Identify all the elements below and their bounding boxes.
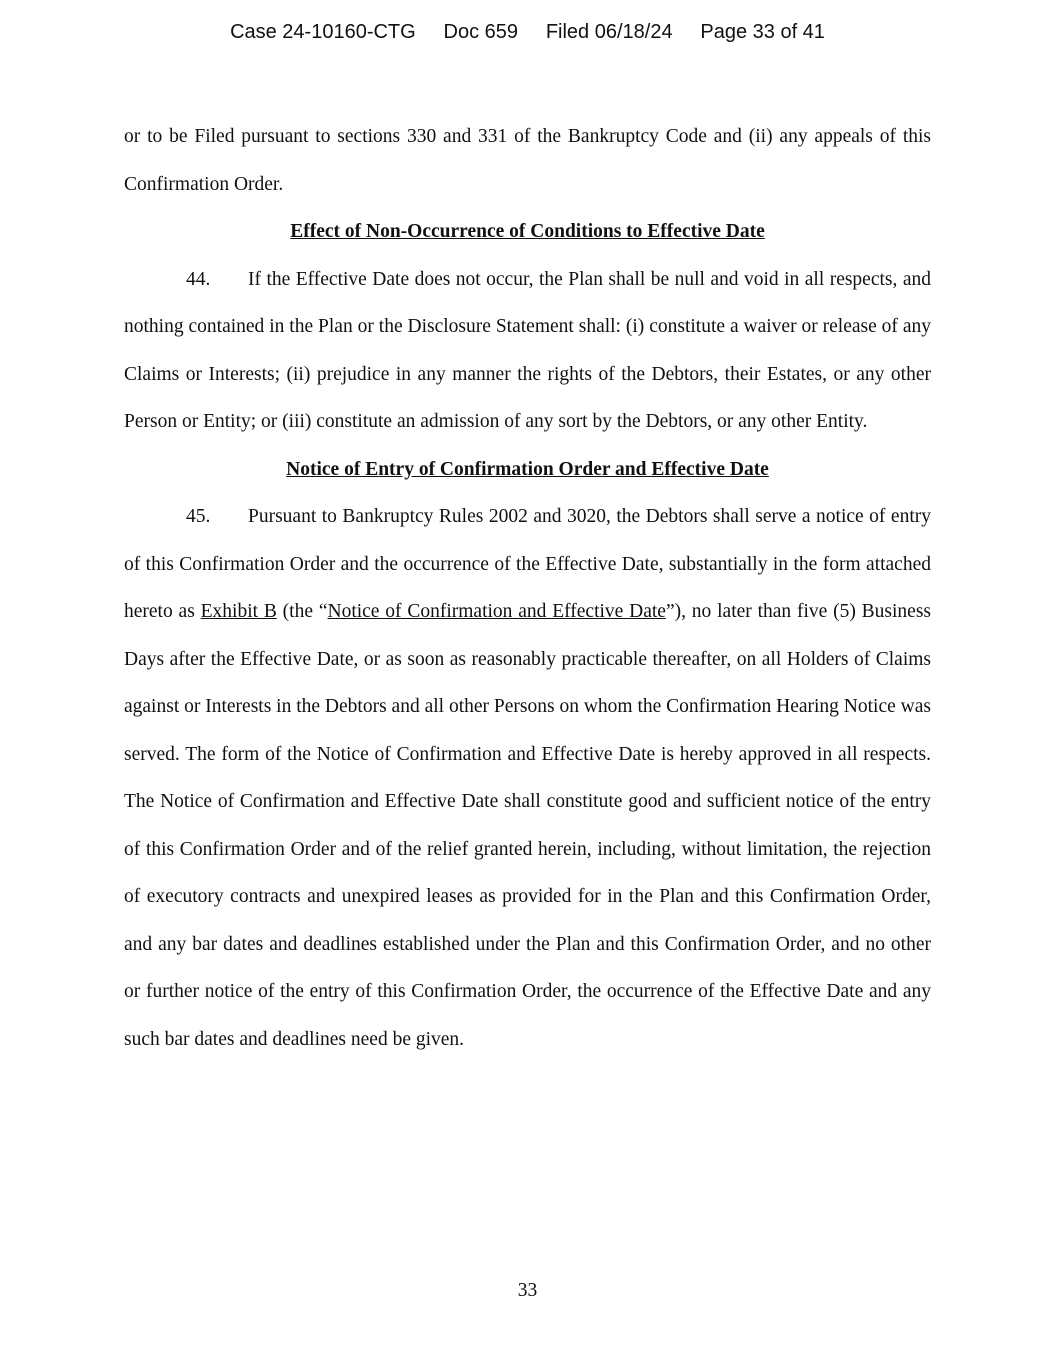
court-filing-header (0, 19, 1055, 45)
page-number: 33 (517, 1280, 538, 1301)
doc-number: Doc 659 (443, 21, 519, 43)
page-count: Page 33 of 41 (700, 21, 825, 43)
paragraph-text: (the “ (276, 601, 328, 622)
paragraph-number: 45. (186, 506, 211, 527)
exhibit-reference: Exhibit B (200, 601, 277, 622)
paragraph-number: 44. (186, 268, 211, 290)
paragraph-44 (124, 256, 931, 446)
paragraph-text: Pursuant to Bankruptcy Rules 2002 and 3020, the Debtors shall serve a notice of entry of this Confirmation Order and the occurrence of the Effective Date, substantially in the form attached hereto as (124, 506, 931, 622)
document-body (124, 113, 931, 1063)
case-number: Case 24-10160-CTG (230, 21, 416, 43)
continuation-paragraph: or to be Filed pursuant to sections 330 and 331 of the Bankruptcy Code and (ii) any appeals of this Confirmation Order. (124, 126, 931, 195)
filed-date: Filed 06/18/24 (545, 21, 673, 43)
section-heading-notice-of-entry: Notice of Entry of Confirmation Order and Effective Date (286, 458, 769, 480)
defined-term: Notice of Confirmation and Effective Date (327, 601, 666, 622)
paragraph-text: If the Effective Date does not occur, the Plan shall be null and void in all respects, and nothing contained in the Plan or the Disclosure Statement shall: (i) constitute a waiver or release of any Claims or Interests; (ii) prejudice in any manner the rights of the Debtors, their Estates, or any other Person or Entity; or (iii) constitute an admission of any sort by the Debtors, or any other Entity. (124, 268, 931, 432)
paragraph-45 (124, 493, 931, 1063)
section-heading-non-occurrence: Effect of Non-Occurrence of Conditions to Effective Date (290, 221, 765, 242)
paragraph-text: ”), no later than five (5) Business Days after the Effective Date, or as soon as reasonably practicable thereafter, on all Holders of Claims against or Interests in the Debtors and all other Persons on whom the Confirmation Hearing Notice was served. The form of the Notice of Confirmation and Effective Date is hereby approved in all respects. The Notice of Confirmation and Effective Date shall constitute good and sufficient notice of the entry of this Confirmation Order and of the relief granted herein, including, without limitation, the rejection of executory contracts and unexpired leases as provided for in the Plan and this Confirmation Order, and any bar dates and deadlines established under the Plan and this Confirmation Order, and no other or further notice of the entry of this Confirmation Order, the occurrence of the Effective Date and any such bar dates and deadlines need be given. (124, 601, 932, 1050)
